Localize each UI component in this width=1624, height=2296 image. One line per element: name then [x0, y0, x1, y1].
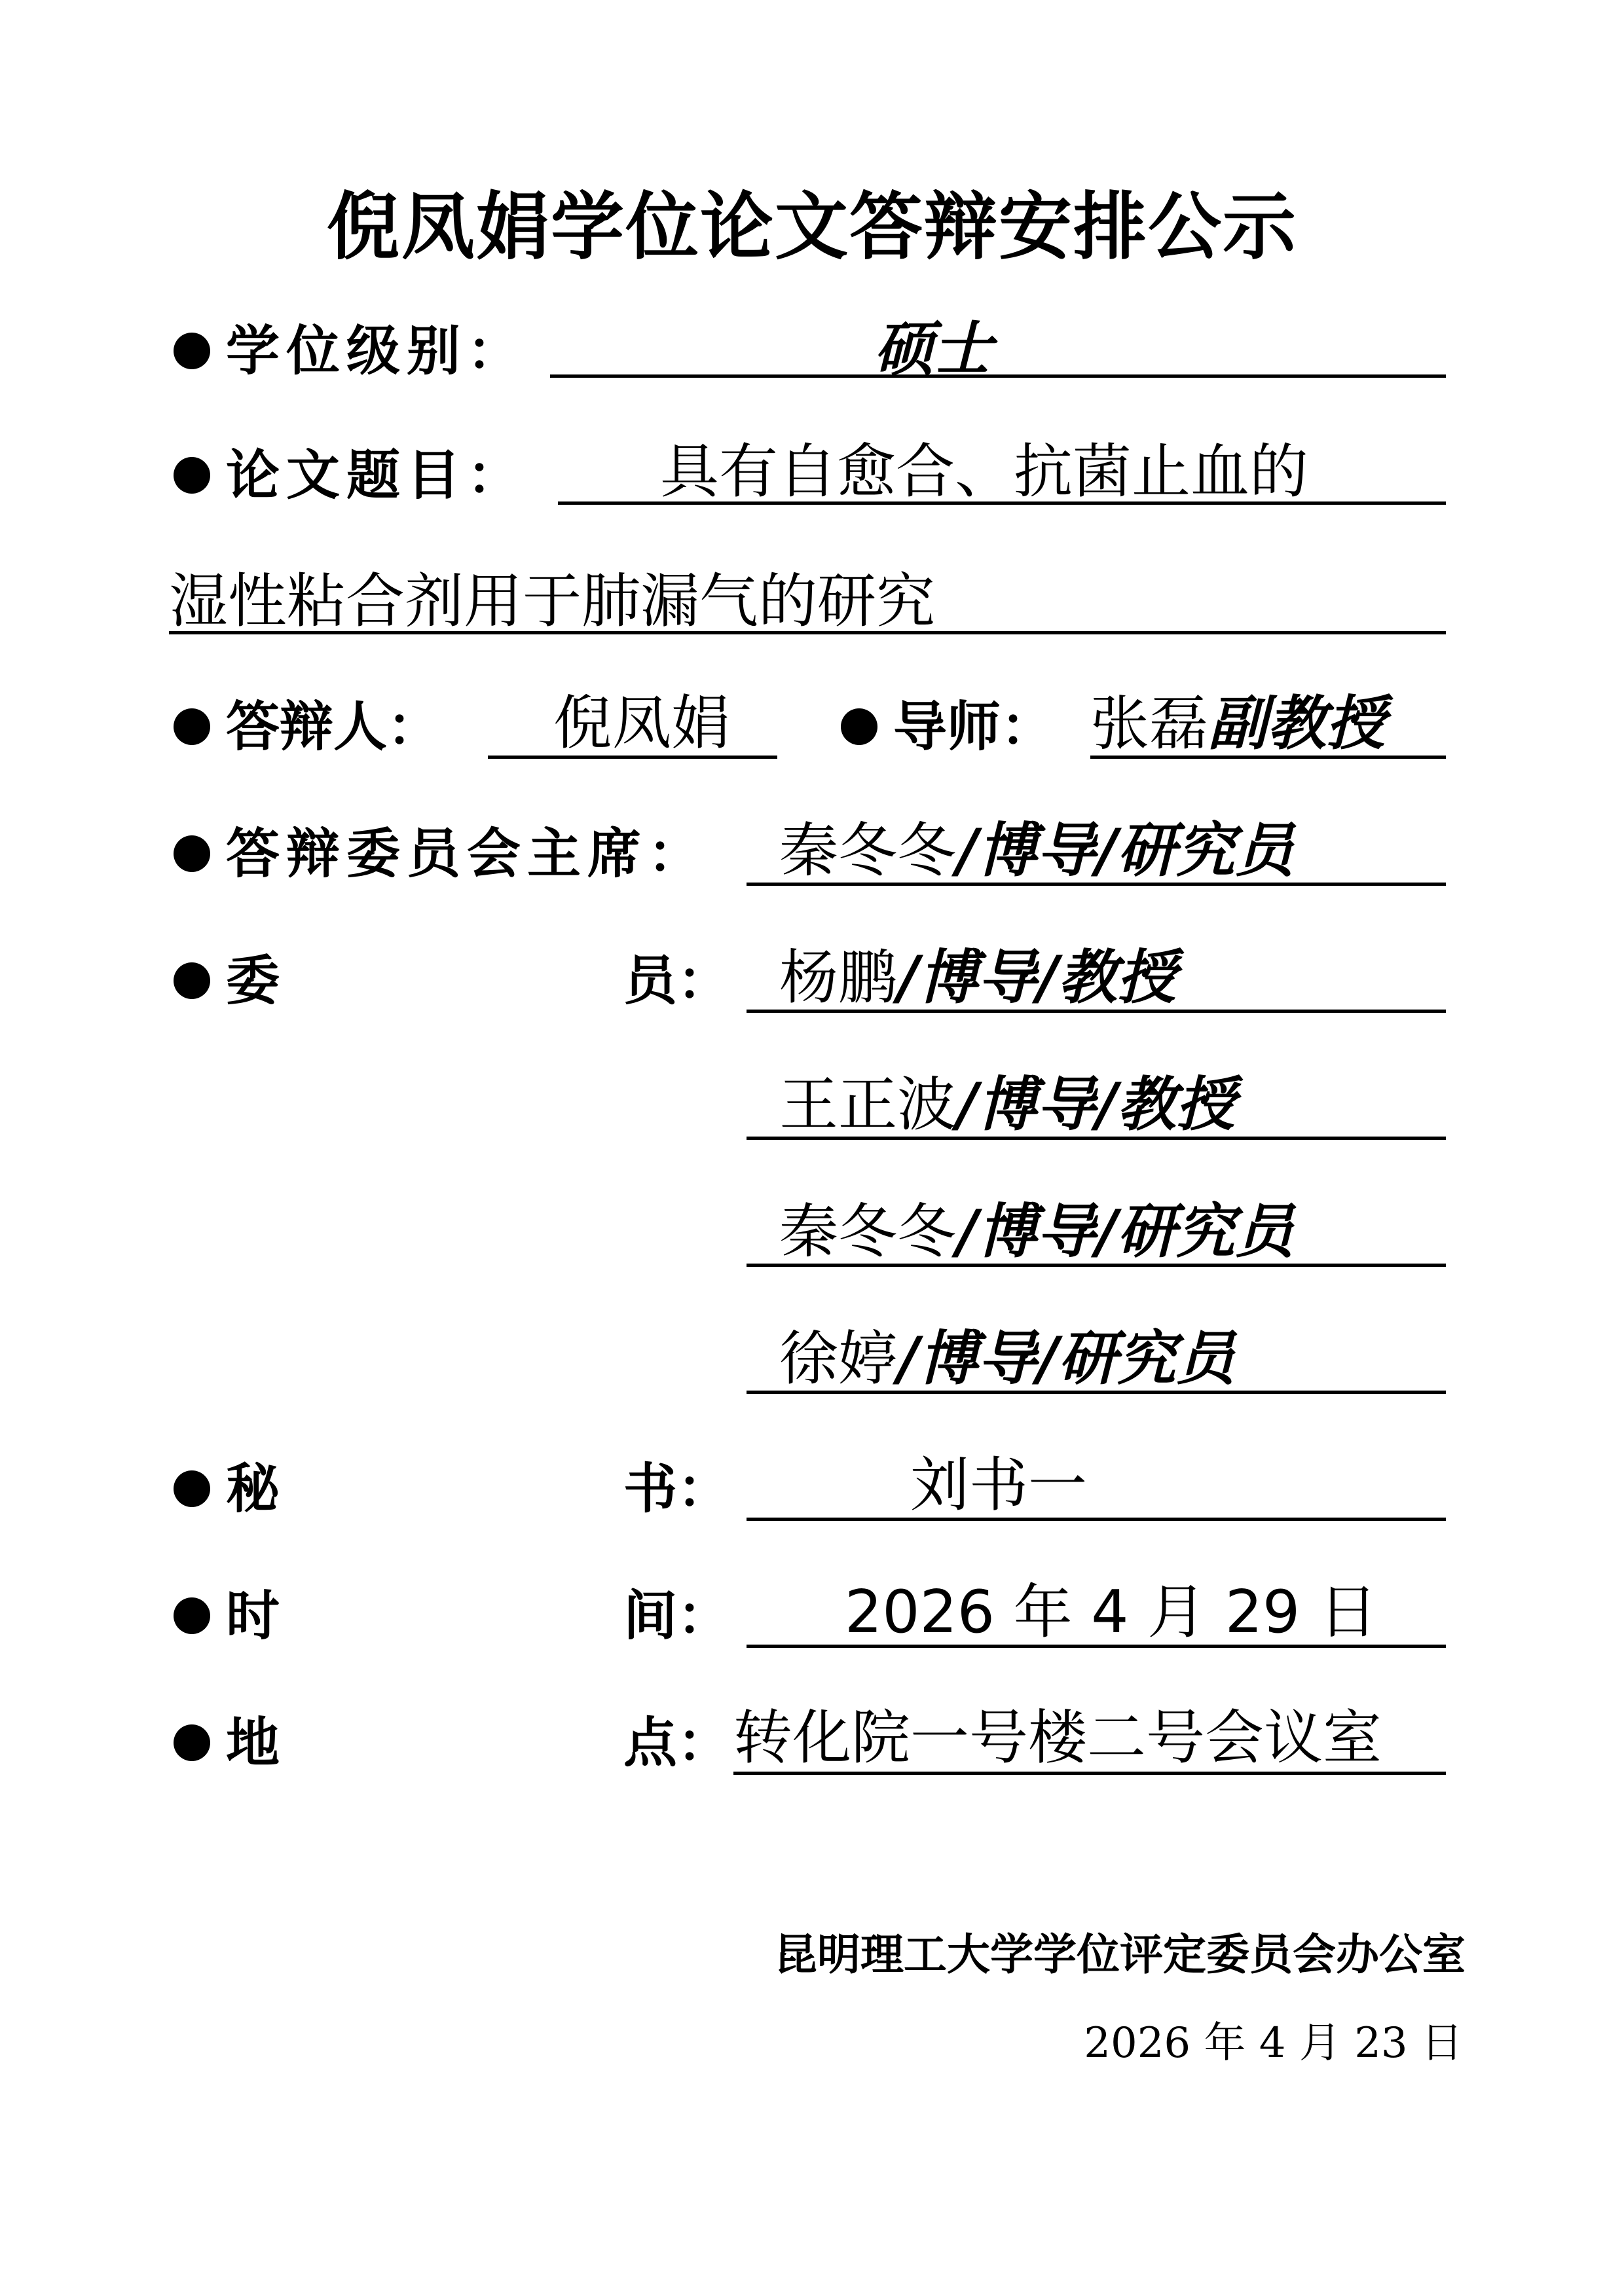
degree-label: 学位级别： [226, 319, 528, 382]
chair-underline [747, 883, 1446, 886]
time-underline [747, 1645, 1446, 1648]
location-value: 转化院一号楼二号会议室 [733, 1704, 1382, 1772]
issue-date: 2026 年 4 月 23 日 [1084, 2019, 1463, 2068]
defender-label: 答辩人： [226, 695, 441, 758]
member-item [779, 1322, 1235, 1395]
chair-name: 秦冬冬 [779, 816, 956, 885]
members-label-part2: 员： [623, 949, 731, 1012]
member-underline [747, 1010, 1446, 1013]
bullet-icon [174, 1724, 210, 1761]
member-name: 秦冬冬 [779, 1197, 956, 1266]
page-title: 倪凤娟学位论文答辩安排公示 [327, 185, 1297, 270]
time-value: 2026 年 4 月 29 日 [845, 1578, 1378, 1647]
member-item [779, 941, 1176, 1014]
secretary-value: 刘书一 [910, 1451, 1087, 1520]
bullet-icon [174, 962, 210, 999]
member-title: /博导/教授 [956, 1070, 1235, 1139]
chair-label: 答辩委员会主席： [226, 822, 709, 885]
member-title: /博导/研究员 [956, 1197, 1294, 1266]
thesis-value-line1: 具有自愈合、抗菌止血的 [660, 437, 1308, 506]
degree-value-text: 硕士 [874, 314, 992, 384]
bullet-icon [841, 708, 877, 745]
chair-title: /博导/研究员 [956, 816, 1294, 885]
thesis-label: 论文题目： [226, 444, 528, 507]
location-underline [733, 1772, 1446, 1775]
thesis-underline-1 [558, 501, 1446, 505]
secretary-underline [747, 1518, 1446, 1521]
defender-underline [488, 756, 777, 759]
chair-value [779, 814, 1294, 887]
bullet-icon [174, 333, 210, 369]
bullet-icon [174, 1597, 210, 1634]
bullet-icon [174, 1470, 210, 1507]
secretary-label-part1: 秘 [226, 1457, 280, 1520]
supervisor-label: 导师： [893, 695, 1055, 758]
secretary-label-part2: 书： [623, 1457, 731, 1520]
member-name: 徐婷 [779, 1324, 897, 1393]
location-label-part1: 地 [226, 1711, 280, 1774]
location-label-part2: 点： [623, 1711, 731, 1774]
supervisor-underline [1090, 756, 1446, 759]
supervisor-name: 张磊 [1090, 689, 1208, 758]
time-label-part2: 间： [623, 1584, 731, 1647]
member-item [779, 1068, 1235, 1141]
member-underline [747, 1264, 1446, 1267]
bullet-icon [174, 457, 210, 494]
bullet-icon [174, 835, 210, 872]
bullet-icon [174, 708, 210, 745]
defender-value: 倪凤娟 [553, 689, 730, 757]
thesis-value-line2: 湿性粘合剂用于肺漏气的研究 [169, 567, 935, 636]
member-title: /博导/教授 [897, 943, 1176, 1012]
members-label-part1: 委 [226, 949, 280, 1012]
member-name: 王正波 [779, 1070, 956, 1139]
member-name: 杨鹏 [779, 943, 897, 1012]
member-underline [747, 1391, 1446, 1394]
issuing-office: 昆明理工大学学位评定委员会办公室 [774, 1929, 1466, 1980]
thesis-underline-2 [169, 631, 1446, 634]
member-title: /博导/研究员 [897, 1324, 1235, 1393]
member-item [779, 1195, 1294, 1268]
supervisor-value [1090, 687, 1385, 760]
time-label-part1: 时 [226, 1584, 280, 1647]
supervisor-title: 副教授 [1208, 689, 1385, 758]
degree-underline [550, 374, 1446, 378]
member-underline [747, 1137, 1446, 1140]
